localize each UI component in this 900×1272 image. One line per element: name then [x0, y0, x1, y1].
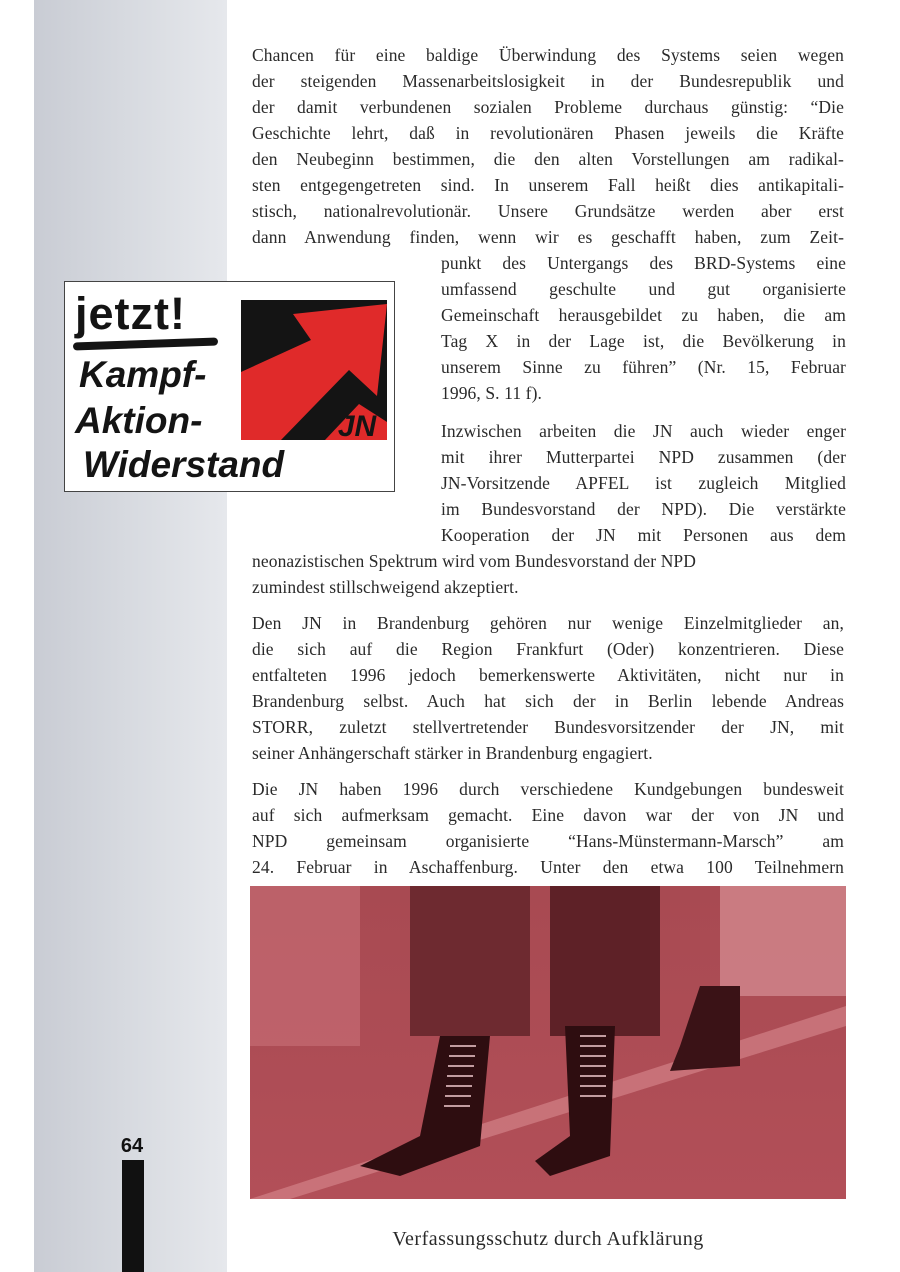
page-side-margin [34, 0, 227, 1272]
text-line: zumindest stillschweigend akzeptiert. [252, 577, 519, 597]
text-line: STORR, zuletzt stellvertretender Bundesvorsitzender der JN, mit [252, 717, 844, 737]
text-line: Brandenburg selbst. Auch hat sich der in Berlin lebende Andreas [252, 691, 844, 711]
text-line: entfalteten 1996 jedoch bemerkenswerte Aktivitäten, nicht nur in [252, 665, 844, 685]
text-line: sten entgegengetreten sind. In unserem Fall heißt dies antikapitali- [252, 175, 844, 195]
text-line: auf sich aufmerksam gemacht. Eine davon war der von JN und [252, 805, 844, 825]
text-line: der steigenden Massenarbeitslosigkeit in der Bundesrepublik und [252, 71, 844, 91]
jn-arrow-logo [241, 300, 387, 440]
text-line: Gemeinschaft herausgebildet zu haben, die am [441, 305, 846, 325]
text-line: dann Anwendung finden, wenn wir es geschafft haben, zum Zeit- [252, 227, 844, 247]
paragraph-2 [441, 418, 846, 548]
text-line: Kooperation der JN mit Personen aus dem [441, 525, 846, 545]
page-footer: Verfassungsschutz durch Aufklärung [392, 1228, 704, 1250]
text-line: Tag X in der Lage ist, die Bevölkerung in [441, 331, 846, 351]
text-line: den Neubeginn bestimmen, die den alten Vorstellungen am radikal- [252, 149, 844, 169]
paragraph-1 [252, 42, 844, 250]
paragraph-4 [252, 776, 844, 880]
paragraph-2-continued [252, 548, 844, 600]
text-line: die sich auf die Region Frankfurt (Oder) konzentrieren. Diese [252, 639, 844, 659]
text-line: umfassend geschulte und gut organisierte [441, 279, 846, 299]
center-legs-right [550, 886, 660, 1036]
text-line: Inzwischen arbeiten die JN auch wieder enger [441, 421, 846, 441]
marching-boots-photo [250, 886, 846, 1199]
text-line: 24. Februar in Aschaffenburg. Unter den etwa 100 Teilnehmern [252, 857, 844, 877]
text-line: mit ihrer Mutterpartei NPD zusammen (der [441, 447, 846, 467]
text-line: Die JN haben 1996 durch verschiedene Kundgebungen bundesweit [252, 779, 844, 799]
text-line: unserem Sinne zu führen” (Nr. 15, Februar [441, 357, 846, 377]
text-line: Den JN in Brandenburg gehören nur wenige Einzelmitglieder an, [252, 613, 844, 633]
paragraph-3 [252, 610, 844, 766]
text-line: im Bundesvorstand der NPD). Die verstärkte [441, 499, 846, 519]
logo-jetzt-text: jetzt! [75, 288, 186, 339]
left-figure [250, 886, 360, 1046]
logo-kampf-text: Kampf- [79, 354, 207, 395]
text-line: der damit verbundenen sozialen Probleme durchaus günstig: “Die [252, 97, 844, 117]
text-line: neonazistischen Spektrum wird vom Bundesvorstand der NPD [252, 551, 697, 571]
text-line: stisch, nationalrevolutionär. Unsere Grundsätze werden aber erst [252, 201, 844, 221]
text-line: JN-Vorsitzende APFEL ist zugleich Mitglied [441, 473, 846, 493]
page-number: 64 [120, 1135, 144, 1157]
page-number-bar [122, 1160, 144, 1272]
text-line: punkt des Untergangs des BRD-Systems eine [441, 253, 846, 273]
jn-logo-box [64, 281, 395, 492]
text-line: NPD gemeinsam organisierte “Hans-Münstermann-Marsch” am [252, 831, 844, 851]
text-line: Geschichte lehrt, daß in revolutionären Phasen jeweils die Kräfte [252, 123, 844, 143]
center-legs-left [410, 886, 530, 1036]
paragraph-1-continued [441, 250, 846, 406]
right-figure [720, 886, 846, 996]
logo-aktion-text: Aktion- [75, 400, 203, 441]
text-line: seiner Anhängerschaft stärker in Brandenburg engagiert. [252, 743, 653, 763]
jn-badge-text: JN [337, 410, 377, 440]
logo-widerstand-text: Widerstand [83, 444, 285, 485]
text-line: 1996, S. 11 f). [441, 383, 542, 403]
text-line: Chancen für eine baldige Überwindung des Systems seien wegen [252, 45, 844, 65]
